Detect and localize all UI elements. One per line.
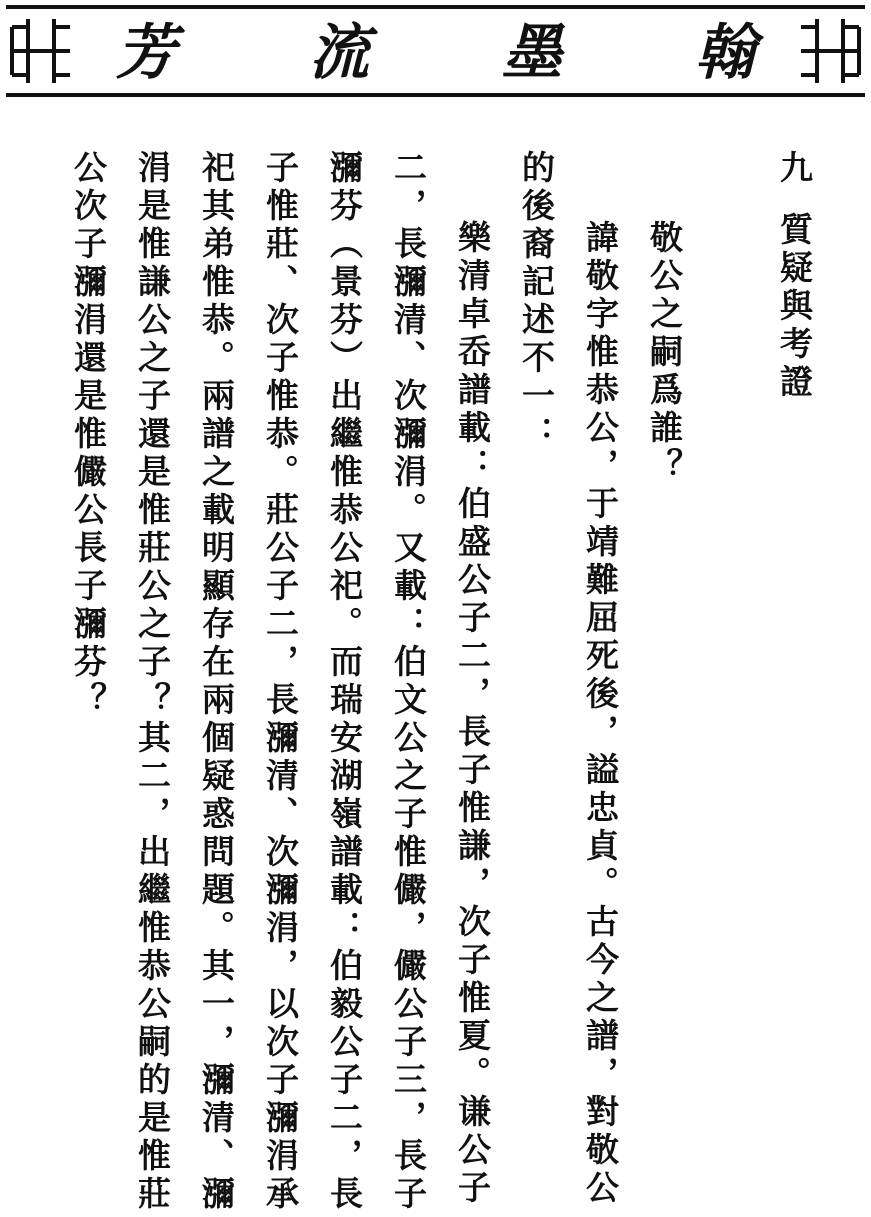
text-column: 祀其弟惟恭。兩譜之載明顯存在兩個疑惑問題。其一，瀰清、瀰	[197, 150, 236, 1214]
header-title-char: 流	[309, 18, 369, 88]
text-column: 樂清卓岙譜載：伯盛公子二，長子惟謙，次子惟夏。谦公子	[453, 220, 492, 1208]
header-banner	[6, 5, 865, 97]
header-title-char: 芳	[116, 18, 176, 88]
text-column: 公次子瀰涓還是惟儼公長子瀰芬？	[69, 150, 108, 720]
section-heading-text: 質疑與考證	[775, 212, 814, 402]
text-column: 涓是惟謙公之子還是惟莊公之子？其二，出繼惟恭公嗣的是惟莊	[133, 150, 172, 1214]
header-title-char: 墨	[502, 18, 562, 88]
header-title-char: 翰	[695, 18, 755, 88]
fret-ornament-right-icon	[795, 13, 865, 89]
text-column: 諱敬字惟恭公，于靖難屈死後，謚忠貞。古今之譜，對敬公	[581, 220, 620, 1208]
fret-ornament-left-icon	[6, 13, 76, 89]
text-column: 敬公之嗣爲誰？	[645, 220, 684, 486]
text-column: 子惟莊、次子惟恭。莊公子二，長瀰清、次瀰涓，以次子瀰涓承	[261, 150, 300, 1214]
header-title	[86, 13, 785, 93]
text-column: 瀰芬（景芬）出繼惟恭公祀。而瑞安湖嶺譜載：伯毅公子二，長	[325, 150, 364, 1214]
vertical-text-body	[60, 150, 820, 1214]
section-number: 九	[775, 150, 814, 188]
text-column: 二，長瀰清、次瀰涓。又載：伯文公之子惟儼，儼公子三，長子	[389, 150, 428, 1214]
section-heading	[775, 150, 814, 402]
text-column: 的後裔記述不一：	[517, 150, 556, 454]
